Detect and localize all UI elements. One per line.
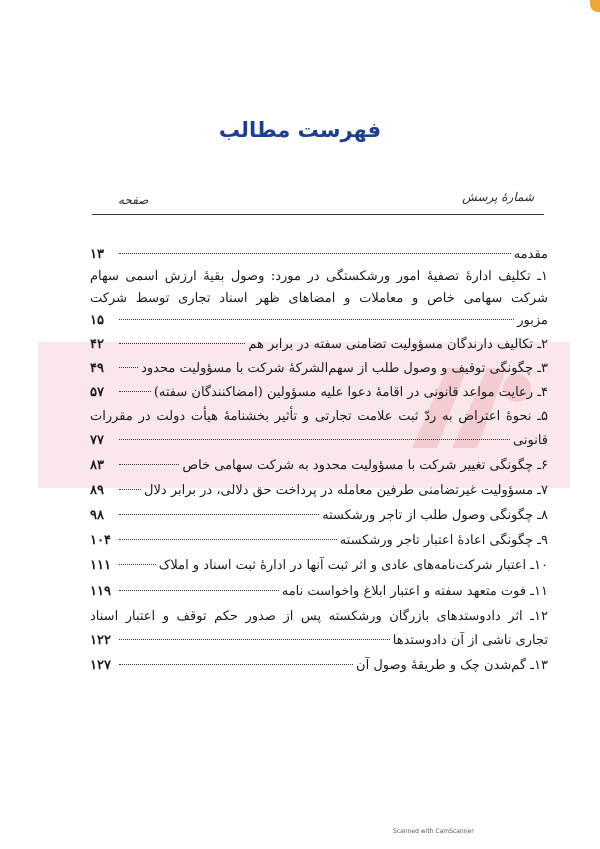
toc-page-number: ۸۹ xyxy=(90,483,104,498)
toc-page-number: ۷۷ xyxy=(90,433,104,448)
toc-entry[interactable] xyxy=(90,530,548,552)
toc-page-number: ۱۲۷ xyxy=(90,658,111,673)
toc-entry-title: تجاری ناشی از آن دادوستدها xyxy=(392,633,548,648)
toc-entry[interactable] xyxy=(90,555,548,577)
toc-entry[interactable] xyxy=(90,581,548,603)
page-title: فهرست مطالب xyxy=(218,118,382,142)
leader-dots xyxy=(119,538,337,540)
leader-dots xyxy=(119,342,245,344)
toc-entry[interactable] xyxy=(90,630,548,652)
toc-page-number: ۱۱۱ xyxy=(90,558,111,573)
toc-page-number: ۱۰۴ xyxy=(90,533,111,548)
toc-entry[interactable] xyxy=(90,480,548,502)
leader-dots xyxy=(119,463,179,465)
header-divider xyxy=(92,214,544,215)
toc-entry[interactable] xyxy=(90,310,548,332)
toc-entry-title: ۲ـ تکالیف دارندگان مسؤولیت تضامنی سفته در برابر هم xyxy=(248,337,548,352)
toc-page-number: ۱۲۲ xyxy=(90,633,111,648)
toc-entry[interactable] xyxy=(90,655,548,677)
page-header: صفحه xyxy=(118,193,149,207)
toc-entry[interactable] xyxy=(90,358,548,380)
toc-entry[interactable] xyxy=(90,244,548,266)
leader-dots xyxy=(119,366,138,368)
leader-dots xyxy=(119,563,156,565)
toc-entry-title: ۴ـ رعایت مواعد قانونی در اقامهٔ دعوا علیه مسؤولین (امضاکنندگان سفته) xyxy=(153,385,548,400)
leader-dots xyxy=(119,318,514,320)
toc-page-number: ۱۱۹ xyxy=(90,584,111,599)
toc-entry-line: ۱۲ـ اثر دادوستدهای بازرگان ورشکسته پس از صدور حکم توقف و اعتبار اسناد xyxy=(90,609,548,624)
toc-entry-title: مقدمه xyxy=(513,247,548,262)
leader-dots xyxy=(119,390,151,392)
toc-entry[interactable] xyxy=(90,430,548,452)
toc-entry-title: ۹ـ چگونگی اعادهٔ اعتبار تاجر ورشکسته xyxy=(339,533,548,548)
toc-page-number: ۴۲ xyxy=(90,337,104,352)
toc-entry-title: قانونی xyxy=(513,433,548,448)
toc-page-number: ۱۳ xyxy=(90,247,104,262)
toc-entry-title: ۶ـ چگونگی تغییر شرکت با مسؤولیت محدود به شرکت سهامی خاص xyxy=(182,458,548,473)
leader-dots xyxy=(119,663,353,665)
toc-entry-title: ۱۱ـ فوت متعهد سفته و اعتبار ابلاغ واخواست نامه xyxy=(281,584,548,599)
toc-entry-line: شرکت سهامی خاص و معاملات و امضاهای ظهر اسناد تجاری توسط شرکت xyxy=(90,291,548,306)
scanner-footer: Scanned with CamScanner xyxy=(393,828,474,835)
question-number-header: شمارهٔ پرسش xyxy=(462,190,534,204)
leader-dots xyxy=(119,513,319,515)
toc-entry-title: مزبور xyxy=(517,313,548,328)
toc-page-number: ۹۸ xyxy=(90,508,104,523)
toc-entry-title: ۳ـ چگونگی توقیف و وصول طلب از سهم‌الشرکهٔ شرکت با مسؤولیت محدود xyxy=(141,361,548,376)
leader-dots xyxy=(119,252,511,254)
toc-entry-line: ۱ـ تکلیف ادارهٔ تصفیهٔ امور ورشکستگی در مورد: وصول بقیهٔ ارزش اسمی سهام xyxy=(90,269,548,284)
leader-dots xyxy=(119,488,141,490)
toc-page-number: ۴۹ xyxy=(90,361,104,376)
toc-entry[interactable] xyxy=(90,505,548,527)
toc-page-number: ۸۳ xyxy=(90,458,104,473)
toc-entry[interactable] xyxy=(90,382,548,404)
toc-entry-title: ۸ـ چگونگی وصول طلب از تاجر ورشکسته xyxy=(322,508,548,523)
toc-entry-title: ۱۳ـ گم‌شدن چک و طریقهٔ وصول آن xyxy=(356,658,548,673)
toc-entry-line: ۵ـ نحوهٔ اعتراض به ردّ ثبت علامت تجارتی و تأثیر بخشنامهٔ هیأت دولت در مقررات xyxy=(90,409,548,424)
toc-entry[interactable] xyxy=(90,334,548,356)
leader-dots xyxy=(119,638,390,640)
toc-entry-title: ۱۰ـ اعتبار شرکت‌نامه‌های عادی و اثر ثبت آنها در ادارهٔ ثبت اسناد و املاک xyxy=(158,558,548,573)
corner-tab xyxy=(590,0,600,12)
toc-page-number: ۵۷ xyxy=(90,385,104,400)
leader-dots xyxy=(119,438,510,440)
toc-page-number: ۱۵ xyxy=(90,313,104,328)
leader-dots xyxy=(119,589,279,591)
toc-entry-title: ۷ـ مسؤولیت غیرتضامنی طرفین معامله در پرداخت حق دلالی، در برابر دلال xyxy=(144,483,548,498)
toc-entry[interactable] xyxy=(90,455,548,477)
